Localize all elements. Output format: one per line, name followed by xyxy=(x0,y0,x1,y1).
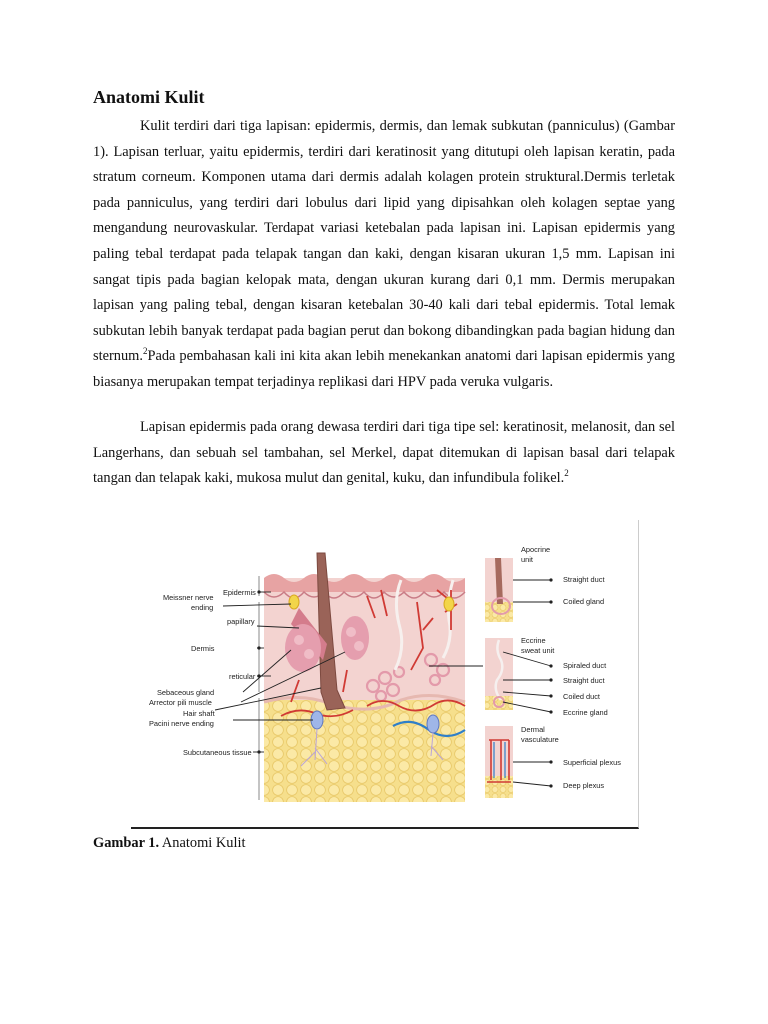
paragraph-2 xyxy=(93,415,675,492)
label-superficial-plexus: Superficial plexus xyxy=(563,758,621,767)
reference-superscript: 2 xyxy=(564,468,569,479)
right-labels xyxy=(521,545,621,790)
label-spiraled-duct: Spiraled duct xyxy=(563,661,607,670)
caption-label: Gambar 1. xyxy=(93,835,160,851)
label-arrector-pili: Arrector pili muscle xyxy=(149,698,212,707)
label-straight-duct-1: Straight duct xyxy=(563,575,605,584)
paragraph-2-text: Lapisan epidermis pada orang dewasa terdiri dari tiga tipe sel: keratinosit, melanosit, dan sel Langerhans, dan sebuah sel tambahan, sel Merkel, dapat ditemukan di lapisan basal dari telapak tangan dan telapak kaki, mukosa mulut dan genital, kuku, dan infundibula folikel. xyxy=(93,419,675,487)
skin-anatomy-figure xyxy=(131,520,639,829)
caption-text: Anatomi Kulit xyxy=(161,835,246,851)
label-reticular: reticular xyxy=(229,672,256,681)
label-meissner-1: Meissner nerve xyxy=(163,593,214,602)
figure-caption xyxy=(93,835,245,852)
label-eccrine-2: sweat unit xyxy=(521,646,555,655)
label-apocrine-1: Apocrine xyxy=(521,545,551,554)
label-epidermis: Epidermis xyxy=(223,588,256,597)
skin-anatomy-illustration xyxy=(131,520,638,827)
label-dermal-1: Dermal xyxy=(521,725,545,734)
label-deep-plexus: Deep plexus xyxy=(563,781,605,790)
label-coiled-gland: Coiled gland xyxy=(563,597,605,606)
paragraph-1 xyxy=(93,114,675,396)
eccrine-unit-panel xyxy=(485,638,513,710)
label-dermis: Dermis xyxy=(191,644,215,653)
paragraph-1-text-b: Pada pembahasan kali ini kita akan lebih menekankan anatomi dari lapisan epidermis yang biasanya merupakan tempat terjadinya replikasi dari HPV pada veruka vulgaris. xyxy=(93,348,675,390)
label-apocrine-2: unit xyxy=(521,555,533,564)
label-coiled-duct: Coiled duct xyxy=(563,692,600,701)
section-heading: Anatomi Kulit xyxy=(93,87,205,107)
label-meissner-2: ending xyxy=(191,603,214,612)
label-pacini: Pacini nerve ending xyxy=(149,719,214,728)
skin-cross-section xyxy=(259,548,465,802)
label-straight-duct-2: Straight duct xyxy=(563,676,605,685)
label-dermal-2: vasculature xyxy=(521,735,559,744)
apocrine-unit-panel xyxy=(485,548,513,622)
label-papillary: papillary xyxy=(227,617,255,626)
left-labels xyxy=(149,588,256,757)
dermal-vasculature-panel xyxy=(485,726,513,798)
label-hair-shaft: Hair shaft xyxy=(183,709,215,718)
reference-superscript: 2 xyxy=(142,346,148,357)
paragraph-1-text-a: Kulit terdiri dari tiga lapisan: epidermis, dermis, dan lemak subkutan (panniculus) (Gambar 1). Lapisan terluar, yaitu epidermis, terdiri dari keratinosit yang ditutupi oleh lapisan keratin, pada stratum corneum. Komponen utama dari dermis adalah kolagen protein struktural.Dermis terletak pada panniculus, yang terdiri dari lobulus dari lipid yang dipisahkan oleh kolagen septae yang mengandung neurovaskular. Terdapat variasi ketebalan pada lapisan ini. Lapisan epidermis yang paling tebal terdapat pada telapak tangan dan kaki, dengan kisaran ukuran 1,5 mm. Lapisan ini sangat tipis pada bagian kelopak mata, dengan ukuran kurang dari 0,1 mm. Dermis merupakan lapisan yang paling tebal, dengan kisaran ketebalan 30-40 kali dari tebal epidermis. Total lemak subkutan lebih banyak terdapat pada bagian perut dan bokong dibandingkan pada bagian hidung dan sternum. xyxy=(93,118,675,365)
label-subcutaneous: Subcutaneous tissue xyxy=(183,748,252,757)
label-eccrine-1: Eccrine xyxy=(521,636,546,645)
label-sebaceous-gland: Sebaceous gland xyxy=(157,688,215,697)
label-eccrine-gland: Eccrine gland xyxy=(563,708,608,717)
